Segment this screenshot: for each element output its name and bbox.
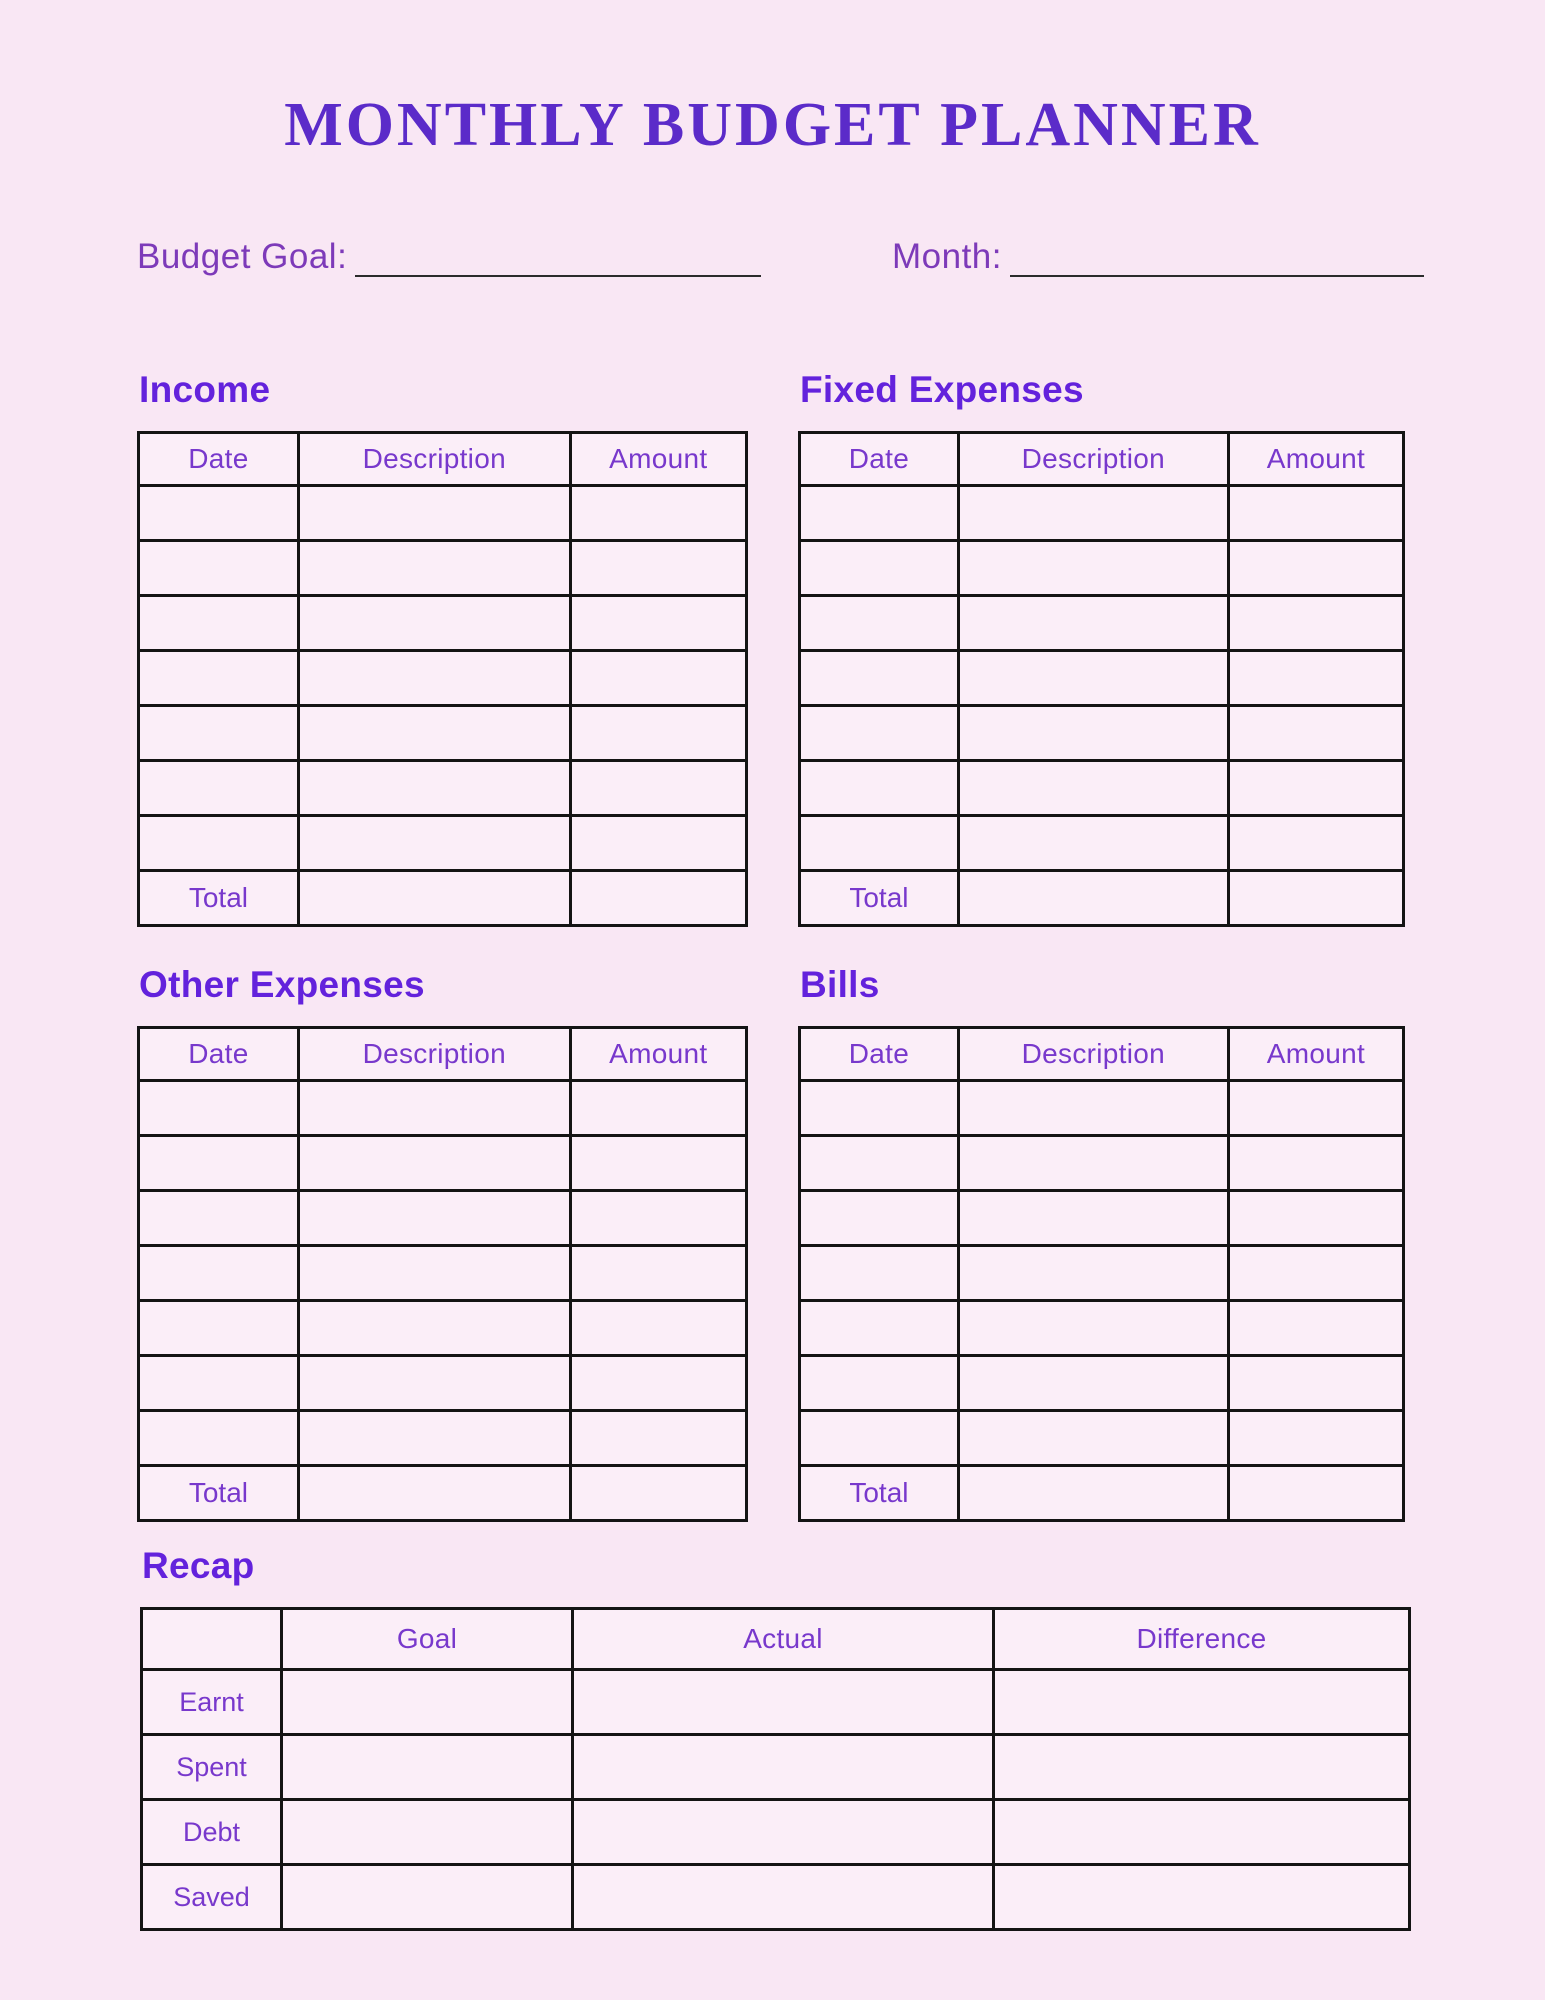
amount-cell[interactable] <box>1228 486 1403 541</box>
description-cell[interactable] <box>298 596 570 651</box>
amount-cell[interactable] <box>570 596 746 651</box>
amount-cell[interactable] <box>570 1136 746 1191</box>
income-total-label: Total <box>139 871 299 926</box>
amount-cell[interactable] <box>570 651 746 706</box>
actual-cell[interactable] <box>573 1800 994 1865</box>
description-cell[interactable] <box>298 486 570 541</box>
description-cell[interactable] <box>298 706 570 761</box>
description-cell[interactable] <box>298 1411 570 1466</box>
other-expenses-heading: Other Expenses <box>139 964 425 1005</box>
bills-row <box>800 1081 1404 1136</box>
other-expenses-table <box>137 1026 748 1522</box>
fixed-expenses-heading: Fixed Expenses <box>800 369 1084 410</box>
bills-col-description: Description <box>958 1028 1228 1081</box>
amount-cell[interactable] <box>1228 1191 1403 1246</box>
description-cell[interactable] <box>298 541 570 596</box>
description-cell[interactable] <box>298 761 570 816</box>
goal-cell[interactable] <box>282 1865 573 1930</box>
amount-cell[interactable] <box>570 1191 746 1246</box>
description-cell[interactable] <box>958 651 1228 706</box>
date-cell[interactable] <box>139 1136 299 1191</box>
description-cell[interactable] <box>958 761 1228 816</box>
fixed-expenses-col-date: Date <box>800 433 959 486</box>
amount-cell[interactable] <box>1228 651 1403 706</box>
description-cell[interactable] <box>958 1301 1228 1356</box>
date-cell[interactable] <box>139 816 299 871</box>
other-expenses-row <box>139 1191 747 1246</box>
other-expenses-col-date: Date <box>139 1028 299 1081</box>
income-header-row <box>139 433 747 486</box>
recap-label-saved: Saved <box>142 1865 282 1930</box>
other-expenses-col-amount: Amount <box>570 1028 746 1081</box>
total-amount-cell[interactable] <box>1228 1466 1403 1521</box>
budget-goal-field <box>137 234 761 280</box>
bills-row <box>800 1356 1404 1411</box>
date-cell[interactable] <box>800 1301 959 1356</box>
date-cell[interactable] <box>139 1081 299 1136</box>
actual-cell[interactable] <box>573 1670 994 1735</box>
other-expenses-row <box>139 1246 747 1301</box>
amount-cell[interactable] <box>570 1356 746 1411</box>
amount-cell[interactable] <box>1228 1356 1403 1411</box>
date-cell[interactable] <box>800 1136 959 1191</box>
difference-cell[interactable] <box>994 1865 1410 1930</box>
date-cell[interactable] <box>800 1356 959 1411</box>
other-expenses-section <box>137 963 748 1522</box>
difference-cell[interactable] <box>994 1670 1410 1735</box>
fixed-expenses-row <box>800 706 1404 761</box>
income-row <box>139 651 747 706</box>
amount-cell[interactable] <box>1228 1136 1403 1191</box>
recap-row-spent <box>142 1735 1410 1800</box>
amount-cell[interactable] <box>570 1081 746 1136</box>
total-description-cell[interactable] <box>298 1466 570 1521</box>
other-expenses-row <box>139 1081 747 1136</box>
fixed-expenses-row <box>800 651 1404 706</box>
fixed-expenses-table <box>798 431 1405 927</box>
amount-cell[interactable] <box>570 761 746 816</box>
date-cell[interactable] <box>139 1301 299 1356</box>
entry-tables-grid <box>137 368 1405 1522</box>
date-cell[interactable] <box>800 761 959 816</box>
goal-cell[interactable] <box>282 1735 573 1800</box>
income-row <box>139 706 747 761</box>
total-amount-cell[interactable] <box>570 1466 746 1521</box>
income-col-date: Date <box>139 433 299 486</box>
description-cell[interactable] <box>958 486 1228 541</box>
income-row <box>139 816 747 871</box>
description-cell[interactable] <box>298 1191 570 1246</box>
difference-cell[interactable] <box>994 1735 1410 1800</box>
date-cell[interactable] <box>800 1081 959 1136</box>
amount-cell[interactable] <box>1228 706 1403 761</box>
description-cell[interactable] <box>958 816 1228 871</box>
description-cell[interactable] <box>958 1411 1228 1466</box>
month-input-line[interactable] <box>1010 275 1424 277</box>
date-cell[interactable] <box>139 1191 299 1246</box>
fixed-expenses-row <box>800 486 1404 541</box>
date-cell[interactable] <box>139 761 299 816</box>
income-total-row <box>139 871 747 926</box>
total-description-cell[interactable] <box>298 871 570 926</box>
date-cell[interactable] <box>800 541 959 596</box>
recap-col-actual: Actual <box>573 1609 994 1670</box>
bills-table <box>798 1026 1405 1522</box>
actual-cell[interactable] <box>573 1865 994 1930</box>
fill-in-fields <box>137 234 1424 280</box>
recap-row-earnt <box>142 1670 1410 1735</box>
date-cell[interactable] <box>139 651 299 706</box>
budget-goal-label: Budget Goal: <box>137 237 348 276</box>
description-cell[interactable] <box>958 596 1228 651</box>
amount-cell[interactable] <box>570 1246 746 1301</box>
other-expenses-row <box>139 1301 747 1356</box>
recap-col-goal: Goal <box>282 1609 573 1670</box>
date-cell[interactable] <box>800 1246 959 1301</box>
description-cell[interactable] <box>298 1356 570 1411</box>
bills-row <box>800 1191 1404 1246</box>
fixed-expenses-row <box>800 761 1404 816</box>
total-description-cell[interactable] <box>958 1466 1228 1521</box>
total-amount-cell[interactable] <box>570 871 746 926</box>
total-description-cell[interactable] <box>958 871 1228 926</box>
description-cell[interactable] <box>298 1301 570 1356</box>
other-expenses-col-description: Description <box>298 1028 570 1081</box>
page-title: MONTHLY BUDGET PLANNER <box>284 91 1261 159</box>
date-cell[interactable] <box>800 486 959 541</box>
description-cell[interactable] <box>298 1136 570 1191</box>
recap-section <box>140 1544 1408 1931</box>
amount-cell[interactable] <box>1228 1411 1403 1466</box>
date-cell[interactable] <box>800 596 959 651</box>
date-cell[interactable] <box>800 816 959 871</box>
other-expenses-row <box>139 1356 747 1411</box>
income-row <box>139 486 747 541</box>
income-section <box>137 368 748 927</box>
amount-cell[interactable] <box>1228 541 1403 596</box>
fixed-expenses-total-label: Total <box>800 871 959 926</box>
amount-cell[interactable] <box>570 486 746 541</box>
income-row <box>139 761 747 816</box>
amount-cell[interactable] <box>1228 1301 1403 1356</box>
amount-cell[interactable] <box>1228 816 1403 871</box>
amount-cell[interactable] <box>1228 761 1403 816</box>
recap-row-saved <box>142 1865 1410 1930</box>
date-cell[interactable] <box>139 706 299 761</box>
goal-cell[interactable] <box>282 1670 573 1735</box>
description-cell[interactable] <box>298 651 570 706</box>
recap-label-debt: Debt <box>142 1800 282 1865</box>
bills-col-date: Date <box>800 1028 959 1081</box>
bills-row <box>800 1246 1404 1301</box>
date-cell[interactable] <box>800 1411 959 1466</box>
fixed-expenses-total-row <box>800 871 1404 926</box>
date-cell[interactable] <box>139 1356 299 1411</box>
fixed-expenses-row <box>800 816 1404 871</box>
difference-cell[interactable] <box>994 1800 1410 1865</box>
budget-goal-input-line[interactable] <box>355 275 761 277</box>
bills-row <box>800 1411 1404 1466</box>
description-cell[interactable] <box>298 1081 570 1136</box>
goal-cell[interactable] <box>282 1800 573 1865</box>
other-expenses-row <box>139 1136 747 1191</box>
date-cell[interactable] <box>139 596 299 651</box>
other-expenses-total-label: Total <box>139 1466 299 1521</box>
other-expenses-total-row <box>139 1466 747 1521</box>
fixed-expenses-col-amount: Amount <box>1228 433 1403 486</box>
income-col-description: Description <box>298 433 570 486</box>
bills-section <box>798 963 1405 1522</box>
income-heading: Income <box>139 369 271 410</box>
month-label: Month: <box>892 237 1002 276</box>
bills-row <box>800 1301 1404 1356</box>
description-cell[interactable] <box>958 1136 1228 1191</box>
description-cell[interactable] <box>958 1191 1228 1246</box>
actual-cell[interactable] <box>573 1735 994 1800</box>
recap-header-row <box>142 1609 1410 1670</box>
description-cell[interactable] <box>298 816 570 871</box>
date-cell[interactable] <box>139 541 299 596</box>
bills-row <box>800 1136 1404 1191</box>
recap-label-earnt: Earnt <box>142 1670 282 1735</box>
recap-heading: Recap <box>142 1545 255 1586</box>
fixed-expenses-row <box>800 541 1404 596</box>
date-cell[interactable] <box>800 651 959 706</box>
amount-cell[interactable] <box>570 816 746 871</box>
month-field <box>892 234 1424 280</box>
total-amount-cell[interactable] <box>1228 871 1403 926</box>
fixed-expenses-section <box>798 368 1405 927</box>
date-cell[interactable] <box>800 1191 959 1246</box>
income-row <box>139 596 747 651</box>
other-expenses-row <box>139 1411 747 1466</box>
recap-col-blank <box>142 1609 282 1670</box>
amount-cell[interactable] <box>570 541 746 596</box>
income-col-amount: Amount <box>570 433 746 486</box>
amount-cell[interactable] <box>570 706 746 761</box>
bills-header-row <box>800 1028 1404 1081</box>
bills-total-label: Total <box>800 1466 959 1521</box>
amount-cell[interactable] <box>1228 1246 1403 1301</box>
description-cell[interactable] <box>298 1246 570 1301</box>
amount-cell[interactable] <box>1228 1081 1403 1136</box>
amount-cell[interactable] <box>570 1411 746 1466</box>
recap-label-spent: Spent <box>142 1735 282 1800</box>
description-cell[interactable] <box>958 706 1228 761</box>
amount-cell[interactable] <box>1228 596 1403 651</box>
date-cell[interactable] <box>139 486 299 541</box>
bills-total-row <box>800 1466 1404 1521</box>
date-cell[interactable] <box>800 706 959 761</box>
recap-row-debt <box>142 1800 1410 1865</box>
amount-cell[interactable] <box>570 1301 746 1356</box>
fixed-expenses-header-row <box>800 433 1404 486</box>
description-cell[interactable] <box>958 1356 1228 1411</box>
recap-table <box>140 1607 1411 1931</box>
other-expenses-header-row <box>139 1028 747 1081</box>
income-table <box>137 431 748 927</box>
bills-col-amount: Amount <box>1228 1028 1403 1081</box>
income-row <box>139 541 747 596</box>
description-cell[interactable] <box>958 541 1228 596</box>
recap-col-difference: Difference <box>994 1609 1410 1670</box>
description-cell[interactable] <box>958 1081 1228 1136</box>
date-cell[interactable] <box>139 1246 299 1301</box>
bills-heading: Bills <box>800 964 880 1005</box>
fixed-expenses-col-description: Description <box>958 433 1228 486</box>
description-cell[interactable] <box>958 1246 1228 1301</box>
fixed-expenses-row <box>800 596 1404 651</box>
date-cell[interactable] <box>139 1411 299 1466</box>
